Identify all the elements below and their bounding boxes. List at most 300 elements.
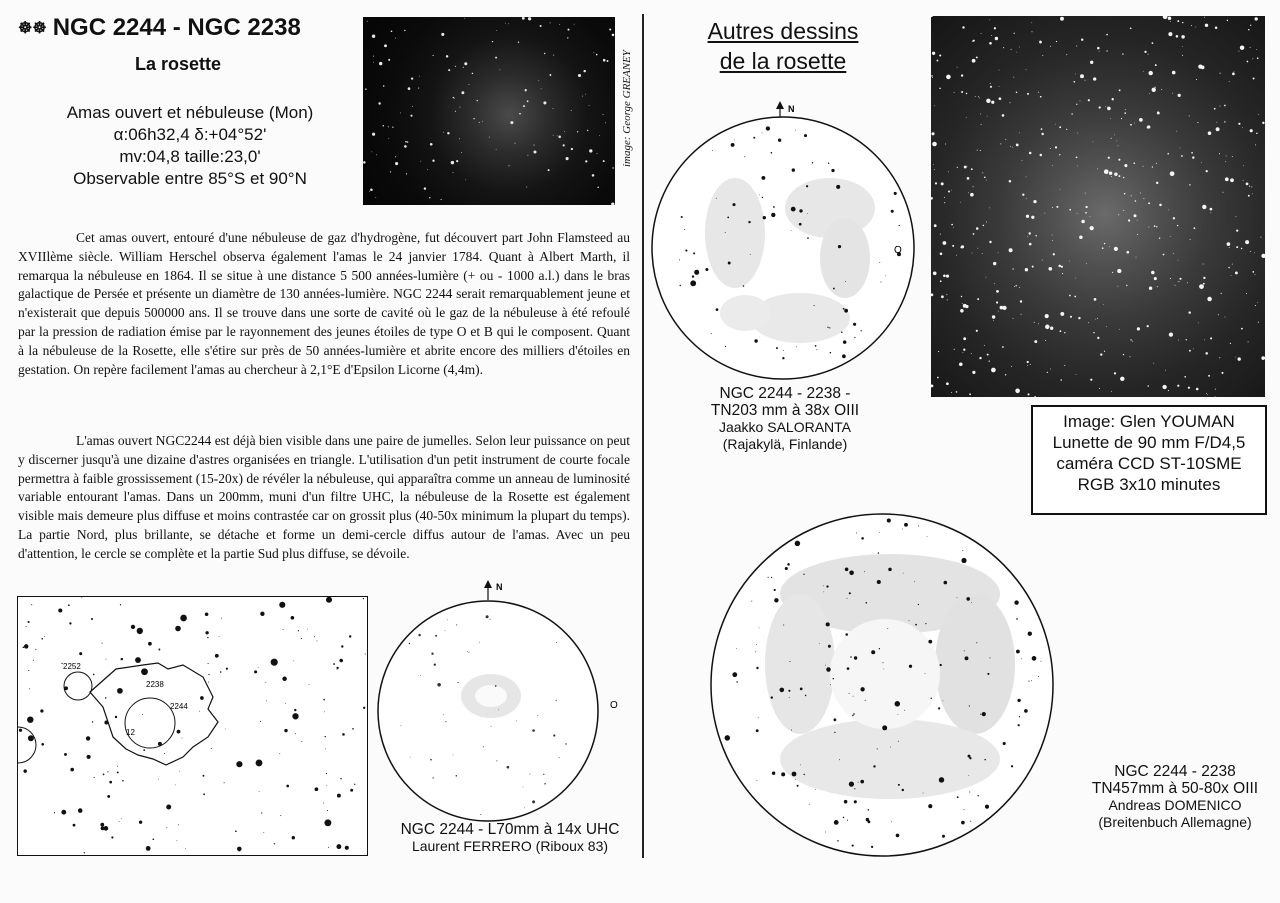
star [1149,93,1150,94]
star [121,818,122,819]
star [326,597,332,603]
star [283,629,284,630]
star [933,164,934,165]
star [1158,111,1159,112]
star [1060,189,1061,190]
star [771,696,773,698]
star [1028,632,1032,636]
star [1222,192,1223,193]
star [1123,354,1124,355]
star [998,252,999,253]
star [420,161,421,162]
svg-text:O: O [894,245,902,256]
star [783,350,784,351]
star [1015,388,1020,393]
star [1255,144,1256,145]
star [1199,284,1204,289]
star [1241,328,1243,330]
star [1224,121,1225,122]
star [981,124,982,125]
star [432,777,433,778]
star [1148,227,1149,228]
star [980,113,981,114]
star [946,275,949,278]
star [1106,326,1107,327]
star [1024,709,1028,713]
star [1140,193,1141,194]
star [756,644,757,645]
star [979,357,981,359]
star [237,847,242,852]
star [107,771,108,772]
star [199,711,200,712]
star [755,651,756,652]
star [962,26,964,28]
star [1261,356,1265,360]
star [847,667,850,670]
star [812,162,813,163]
star [567,37,568,38]
star [345,846,349,850]
star [758,717,759,718]
star [1047,372,1048,373]
star [977,150,978,151]
star [979,97,980,98]
star [1017,699,1020,702]
star [200,696,204,700]
star [996,301,998,303]
star [834,820,839,825]
star [1029,152,1032,155]
star [947,299,948,300]
star [553,734,555,736]
star [337,669,338,670]
star [185,848,186,849]
star [845,633,848,636]
star [963,349,965,351]
star [873,765,875,767]
star [473,118,474,119]
star [981,33,982,34]
star [285,703,286,704]
star [369,191,370,192]
star [354,784,355,785]
star [1262,122,1264,124]
star [411,77,413,79]
star [203,775,205,777]
star [960,202,961,203]
star [1214,108,1216,110]
star [445,721,446,722]
star [945,143,946,144]
star [1112,272,1113,273]
star [999,86,1000,87]
star [716,308,719,311]
star [87,755,91,759]
star [998,311,999,312]
label-2238: 2238 [146,680,164,689]
star [980,714,981,715]
star [105,697,107,699]
star [1009,180,1012,183]
object-coordinates: α:06h32,4 δ:+04°52' [113,125,267,144]
star [816,349,817,350]
star [940,234,941,235]
star [605,122,606,123]
star [899,225,900,226]
star [1114,372,1116,374]
star [1156,163,1157,164]
star [1168,16,1172,20]
star [768,577,769,578]
star [597,186,599,188]
star [519,113,521,115]
star [472,73,474,75]
star [117,766,118,767]
star [1097,47,1100,50]
star [1205,352,1208,355]
star [941,295,944,298]
star [792,168,795,171]
star [1163,254,1165,256]
star [1130,339,1131,340]
star [1256,133,1257,134]
star [220,671,222,673]
star [342,733,345,736]
star [918,525,919,526]
star [1088,322,1089,323]
star [946,382,949,385]
star [807,213,808,214]
star [1097,168,1098,169]
star [1219,357,1220,358]
star [977,298,979,300]
star [894,192,897,195]
star [966,93,967,94]
star [1104,169,1109,174]
star [1094,298,1097,301]
star [1032,266,1034,268]
star [1252,58,1253,59]
star [518,41,519,42]
star [532,800,535,803]
star [1201,162,1202,163]
star [1215,396,1216,397]
star [1218,314,1219,315]
star [603,160,605,162]
star [556,700,557,701]
star [975,96,976,97]
star [106,659,107,660]
star [938,707,940,709]
star [26,626,27,627]
star [483,746,484,747]
star [1246,293,1247,294]
star [1025,268,1028,271]
star [1139,118,1143,122]
star [1016,618,1018,620]
star [1041,128,1043,130]
star [931,75,933,77]
label-2252: 2252 [63,662,81,671]
star [1060,312,1064,316]
star [1010,102,1011,103]
star [418,634,420,636]
north-arrow-head-icon [776,101,784,109]
star [292,836,295,839]
star [978,248,979,249]
star [486,615,489,618]
star [328,847,329,848]
star [1003,47,1004,48]
star [1071,113,1072,114]
star [925,623,926,624]
star [1157,286,1158,287]
star [1221,372,1223,374]
star [1112,98,1114,100]
star [1014,600,1018,604]
object-info [40,102,340,190]
star [1123,177,1124,178]
star [336,667,338,669]
star [791,730,792,731]
star [1019,47,1020,48]
star [1118,286,1119,287]
star [1085,212,1087,214]
star [437,683,441,687]
star [292,713,298,719]
star [961,821,965,825]
star [1206,393,1207,394]
star [844,800,848,804]
star [86,736,90,740]
star [969,393,971,395]
star [1013,318,1014,319]
star [1168,32,1172,36]
star [712,150,713,151]
star [1143,166,1144,167]
star [914,581,915,582]
star [221,618,222,619]
star [806,185,808,187]
star [1247,61,1249,63]
star [207,637,208,638]
star [1254,252,1255,253]
star [1085,80,1086,81]
star [1170,236,1171,237]
star [762,197,763,198]
star [705,268,708,271]
star [1173,217,1175,219]
star [694,270,699,275]
star [459,138,460,139]
star [986,180,987,181]
star [1205,24,1208,27]
star [373,56,374,57]
star [376,154,377,155]
star [1260,237,1261,238]
star [137,628,143,634]
star [1100,353,1102,355]
star [291,616,295,620]
star [1180,148,1181,149]
star [1059,154,1060,155]
star [65,689,66,690]
star [761,176,765,180]
star [1077,213,1078,214]
star [931,16,933,17]
star [166,805,171,810]
star [1167,153,1169,155]
star [523,787,524,788]
star [850,656,852,658]
star [944,197,945,198]
star [971,168,973,170]
star [563,144,565,146]
star [1052,165,1053,166]
star [1042,260,1043,261]
star [1031,216,1034,219]
star [964,166,967,169]
star [543,774,544,775]
star [830,352,832,354]
star [1104,351,1105,352]
star [751,601,752,602]
star [803,774,804,775]
star [797,785,799,787]
star [295,733,296,734]
star [94,777,95,778]
star [1143,198,1144,199]
star [831,169,834,172]
star [1154,277,1157,280]
star [939,88,940,89]
star [175,626,181,632]
star [1075,278,1076,279]
star [1236,246,1238,248]
star [179,771,180,772]
star [40,709,43,712]
star [1152,42,1154,44]
star [585,160,587,162]
star [1194,227,1196,229]
star [400,112,401,113]
star [849,781,854,786]
star [109,781,112,784]
star [1118,214,1119,215]
star [279,602,285,608]
star [1002,114,1005,117]
star [1016,92,1018,94]
star [1177,385,1179,387]
star [968,775,969,776]
star [961,296,962,297]
star [29,688,30,689]
label-12: 12 [126,728,135,737]
star [849,693,850,694]
star [1124,193,1126,195]
star [41,743,44,746]
star [1061,266,1063,268]
star [903,573,904,574]
star [1159,238,1160,239]
star [1056,206,1058,208]
star [827,327,828,328]
star [725,232,726,233]
star [208,674,209,675]
star [404,145,407,148]
star [266,700,267,701]
star [1191,152,1193,154]
star [1016,650,1020,654]
star [1002,346,1004,348]
star [1090,216,1091,217]
star [324,819,331,826]
star [842,354,846,358]
star [404,30,405,31]
star [553,108,554,109]
star [964,650,965,651]
star [1070,316,1072,318]
star [779,688,784,693]
star [1110,118,1111,119]
star [1026,177,1027,178]
star [993,262,996,265]
star [948,191,950,193]
star [1125,109,1126,110]
star [1136,257,1137,258]
star [70,768,74,772]
star [961,245,964,248]
star [865,700,866,701]
star [1227,242,1231,246]
star [989,42,992,45]
star [853,696,854,697]
star [736,681,737,682]
star [795,779,796,780]
star [373,62,374,63]
star [1147,325,1149,327]
star [508,165,509,166]
star [952,245,954,247]
star [902,529,903,530]
star [856,533,857,534]
star [984,177,986,179]
star [459,107,460,108]
star [804,134,807,137]
star [1249,186,1250,187]
star [1228,267,1230,269]
star [526,187,527,188]
star [825,665,826,666]
star [1258,322,1259,323]
star [978,96,979,97]
star [1005,139,1006,140]
star [788,690,790,692]
star [989,360,990,361]
star [582,96,583,97]
star [1130,124,1132,126]
star [1230,178,1234,182]
star [1111,176,1112,177]
star [940,664,942,666]
star [468,84,469,85]
star [881,282,882,283]
star [891,210,894,213]
star [1123,210,1124,211]
star [490,619,491,620]
star [1016,143,1019,146]
